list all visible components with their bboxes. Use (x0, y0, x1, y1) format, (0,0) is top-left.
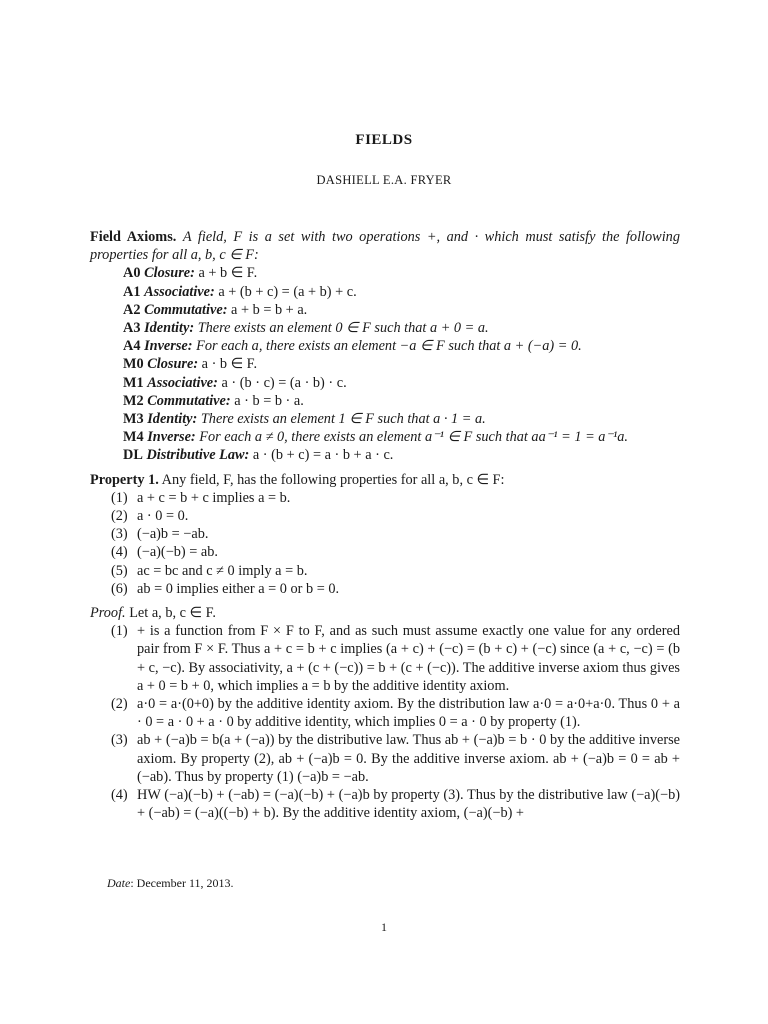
axiom-list (123, 264, 680, 464)
axiom-text: a + b ∈ F. (198, 265, 258, 282)
footnote-text: : December 11, 2013. (130, 876, 234, 890)
axiom-name: Distributive Law: (146, 447, 250, 464)
axiom-item (123, 264, 680, 282)
property-item-number: (5) (111, 562, 128, 579)
property-item-text: (−a)(−b) = ab. (137, 544, 218, 561)
axiom-name: Associative: (144, 283, 215, 300)
axiom-item (123, 283, 680, 301)
page-title: FIELDS (355, 132, 413, 148)
axiom-text: There exists an element 0 ∈ F such that a + 0 = a. (197, 320, 489, 337)
axiom-item (123, 428, 680, 446)
proof-item (90, 622, 680, 695)
axiom-item (123, 355, 680, 373)
axiom-code: M4 (123, 429, 144, 446)
property-item (90, 543, 680, 561)
axiom-name: Associative: (147, 374, 218, 391)
axiom-name: Commutative: (147, 392, 231, 409)
field-axioms-intro: A field, F is a set with two operations +, and · which must satisfy the following properties for all a, b, c ∈ F: (90, 229, 680, 264)
document-body (90, 228, 680, 823)
footnote (107, 876, 234, 891)
property-item (90, 507, 680, 525)
property-intro: Any field, F, has the following properties for all a, b, c ∈ F: (161, 471, 505, 488)
axiom-item (123, 374, 680, 392)
proof-item-text: HW (−a)(−b) + (−ab) = (−a)(−b) + (−a)b by property (3). Thus by the distributive law (−a)(−b) + (−ab) = (−a)((−b) + b). By the additive identity axiom, (−a)(−b) + (137, 787, 680, 822)
proof-list (90, 622, 680, 822)
property-item-number: (4) (111, 544, 128, 561)
axiom-text: a · (b · c) = (a · b) · c. (221, 374, 347, 391)
axiom-code: A4 (123, 338, 141, 355)
property-paragraph (90, 471, 680, 489)
proof-item-text: a·0 = a·(0+0) by the additive identity axiom. By the distribution law a·0 = a·0+a·0. Thus 0 + a · 0 = a · 0 + a · 0 by additive identity, which implies 0 = a · 0 by property (1). (137, 696, 680, 731)
axiom-text: a · b = b · a. (234, 392, 304, 409)
axiom-text: For each a, there exists an element −a ∈ F such that a + (−a) = 0. (196, 338, 582, 355)
field-axioms-paragraph (90, 228, 680, 264)
axiom-item (123, 392, 680, 410)
axiom-text: a + b = b + a. (231, 301, 308, 318)
property-item-text: (−a)b = −ab. (137, 526, 209, 543)
proof-heading: Proof. (90, 605, 126, 622)
axiom-item (123, 337, 680, 355)
axiom-text: a · (b + c) = a · b + a · c. (252, 447, 394, 464)
axiom-text: a + (b + c) = (a + b) + c. (218, 283, 357, 300)
axiom-item (123, 319, 680, 337)
axiom-name: Inverse: (144, 338, 193, 355)
axiom-name: Inverse: (147, 429, 196, 446)
proof-item-number: (4) (111, 787, 128, 804)
axiom-name: Closure: (144, 265, 195, 282)
proof-item (90, 731, 680, 786)
axiom-name: Commutative: (144, 301, 228, 318)
property-item-number: (6) (111, 580, 128, 597)
axiom-text: There exists an element 1 ∈ F such that a · 1 = a. (200, 411, 486, 428)
axiom-code: A2 (123, 301, 141, 318)
axiom-text: For each a ≠ 0, there exists an element a⁻¹ ∈ F such that aa⁻¹ = 1 = a⁻¹a. (199, 429, 629, 446)
axiom-code: DL (123, 447, 143, 464)
axiom-item (123, 301, 680, 319)
proof-item-number: (3) (111, 732, 128, 749)
property-item (90, 580, 680, 598)
axiom-code: A3 (123, 320, 141, 337)
property-item-text: ac = bc and c ≠ 0 imply a = b. (137, 562, 308, 579)
axiom-name: Identity: (147, 411, 198, 428)
axiom-item (123, 410, 680, 428)
axiom-name: Identity: (144, 320, 195, 337)
page-number: 1 (381, 920, 387, 934)
property-item (90, 562, 680, 580)
property-heading: Property 1. (90, 471, 159, 488)
axiom-code: M0 (123, 356, 144, 373)
axiom-code: A0 (123, 265, 141, 282)
field-axioms-heading: Field Axioms. (90, 229, 177, 245)
axiom-item (123, 446, 680, 464)
proof-item-text: ab + (−a)b = b(a + (−a)) by the distributive law. Thus ab + (−a)b = b · 0 by the additive inverse axiom. By property (2), ab + (−a)b = 0. By the additive inverse axiom. ab + (−a)b = 0 = ab + (−ab). Thus by property (1) (−a)b = −ab. (137, 732, 680, 785)
property-item-text: a · 0 = 0. (137, 508, 189, 525)
axiom-code: M3 (123, 411, 144, 428)
proof-item (90, 695, 680, 731)
footnote-label: Date (107, 876, 131, 890)
property-item (90, 489, 680, 507)
property-item-number: (2) (111, 508, 128, 525)
axiom-code: A1 (123, 283, 141, 300)
property-item-text: a + c = b + c implies a = b. (137, 489, 291, 506)
author-name: DASHIELL E.A. FRYER (316, 173, 452, 187)
axiom-text: a · b ∈ F. (201, 356, 258, 373)
proof-item-number: (1) (111, 623, 128, 640)
axiom-name: Closure: (147, 356, 199, 373)
property-item-text: ab = 0 implies either a = 0 or b = 0. (137, 580, 340, 597)
property-item-number: (1) (111, 489, 128, 506)
property-item-number: (3) (111, 526, 128, 543)
axiom-code: M2 (123, 392, 144, 409)
proof-item-text: + is a function from F × F to F, and as such must assume exactly one value for any ordered pair from F × F. Thus a + c = b + c implies (a + c) + (−c) = (b + c) + (−c) since (a + c, −c) = (b + c, −c). By associativity, a + (c + (−c)) = b + (c + (−c)). The additive inverse axiom thus gives a + 0 = b + 0, which implies a = b by the additive identity axiom. (137, 623, 680, 694)
proof-item (90, 786, 680, 822)
proof-intro: Let a, b, c ∈ F. (129, 605, 216, 622)
property-item (90, 525, 680, 543)
proof-item-number: (2) (111, 696, 128, 713)
axiom-code: M1 (123, 374, 144, 391)
property-list (90, 489, 680, 598)
proof-paragraph (90, 604, 680, 622)
